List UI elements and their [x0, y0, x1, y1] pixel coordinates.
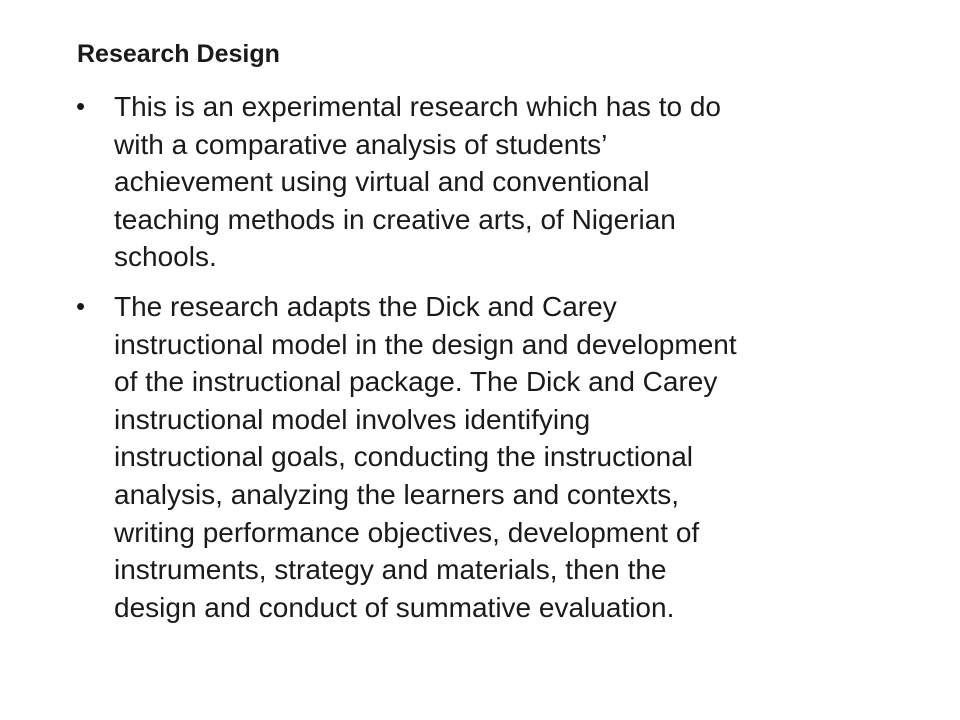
bullet-text-line: The research adapts the Dick and Carey: [114, 290, 617, 322]
bullet-text-line: schools.: [114, 241, 217, 273]
bullet-text-line: instructional model involves identifying: [114, 403, 591, 435]
bullet-item-1: [0, 88, 960, 276]
bullet-text-line: writing performance objectives, development of: [114, 516, 700, 548]
bullet-text-line: of the instructional package. The Dick and Carey: [114, 366, 718, 398]
bullet-marker: •: [76, 91, 86, 121]
bullet-text-line: analysis, analyzing the learners and contexts,: [114, 478, 679, 510]
bullet-text-line: with a comparative analysis of students’: [114, 128, 608, 160]
bullet-text-line: teaching methods in creative arts, of Nigerian: [114, 203, 676, 235]
bullet-text-line: This is an experimental research which has to do: [114, 91, 721, 122]
bullet-text-line: instructional model in the design and development: [114, 328, 737, 360]
bullet-text-line: instruments, strategy and materials, then the: [114, 554, 667, 586]
bullet-text-line: achievement using virtual and conventional: [114, 166, 650, 198]
bullet-text-line: design and conduct of summative evaluation.: [114, 591, 675, 623]
bullet-list: [0, 88, 960, 638]
slide-heading: Research Design: [77, 40, 280, 68]
bullet-item-2: [0, 288, 960, 626]
bullet-marker: •: [76, 290, 86, 321]
bullet-text-line: instructional goals, conducting the instructional: [114, 441, 694, 473]
